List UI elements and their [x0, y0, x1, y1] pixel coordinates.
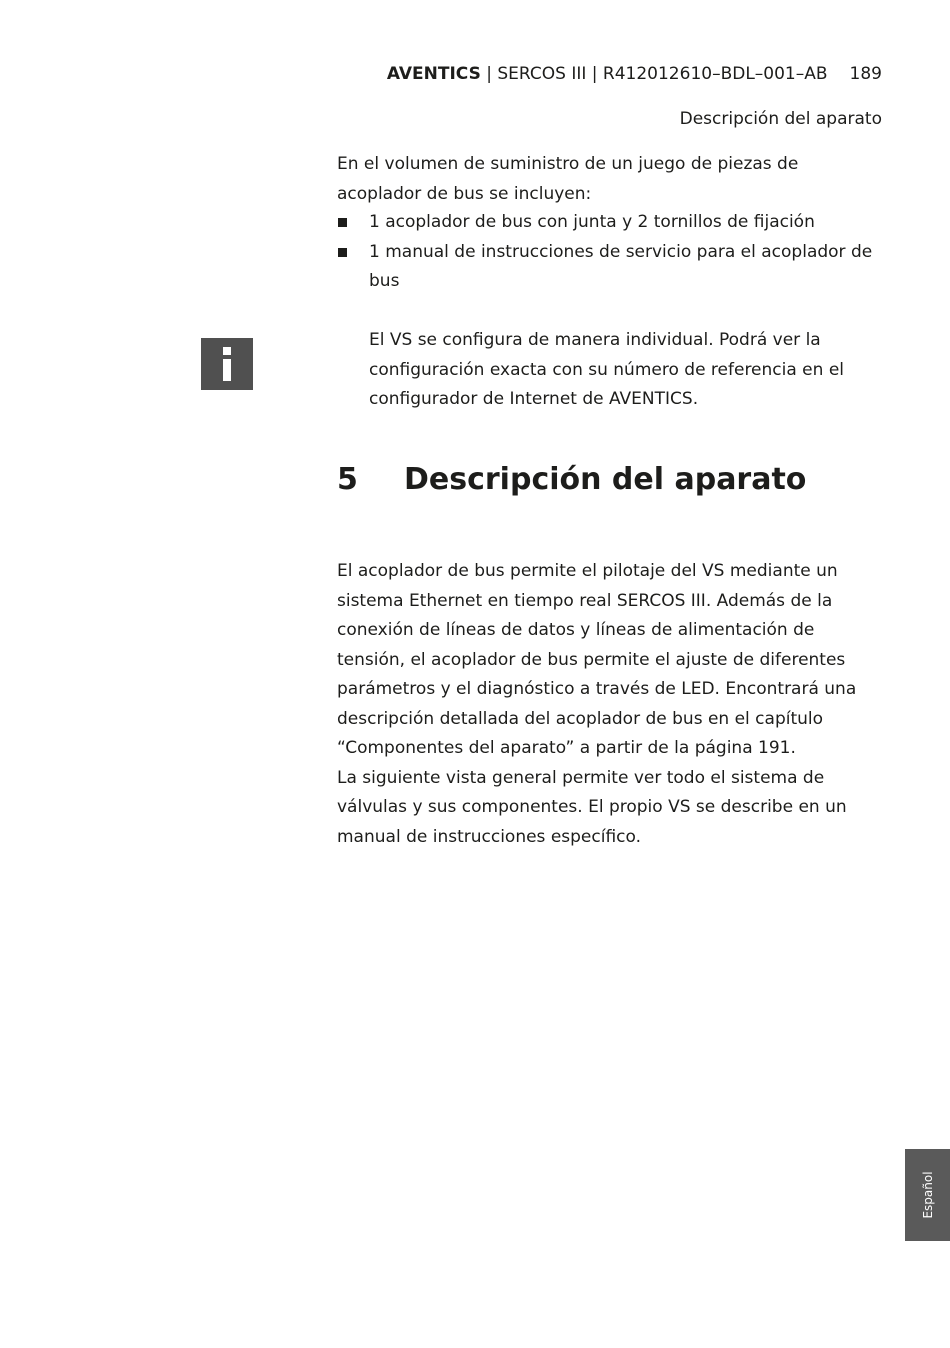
square-bullet-icon: [338, 218, 347, 227]
brand-name: AVENTICS: [386, 64, 481, 84]
square-bullet-icon: [338, 248, 347, 257]
info-icon: [201, 338, 253, 390]
list-item-text: 1 manual de instrucciones de servicio para el acoplador de bus: [369, 241, 873, 291]
document-reference: | SERCOS III | R412012610–BDL–001–AB: [480, 64, 828, 84]
section-number: 5: [337, 462, 358, 497]
list-item: [337, 208, 885, 238]
intro-paragraph: En el volumen de suministro de un juego de piezas de acoplador de bus se incluyen:: [337, 154, 799, 204]
info-note-text: El VS se configura de manera individual. Podrá ver la configuración exacta con su número de referencia en el configurador de Internet de AVENTICS.: [369, 330, 845, 409]
section-title: Descripción del aparato: [404, 462, 807, 497]
running-header: [387, 62, 882, 86]
body-paragraph: El acoplador de bus permite el pilotaje del VS mediante un sistema Ethernet en tiempo real SERCOS III. Además de la conexión de líneas de datos y líneas de alimentación de tensión, el acoplador de bus permite el ajuste de diferentes parámetros y el diagnóstico a través de LED. Encontrará una descripción detallada del acoplador de bus en el capítulo “Componentes del aparato” a partir de la página 191.: [337, 561, 857, 758]
delivery-contents-list: [337, 208, 885, 297]
section-body: [337, 557, 885, 852]
page-number: 189: [849, 64, 882, 84]
body-paragraph: La siguiente vista general permite ver todo el sistema de válvulas y sus componentes. El propio VS se describe en un manual de instrucciones específico.: [337, 767, 847, 847]
list-item: [337, 238, 885, 297]
section-heading: [337, 460, 806, 500]
language-tab-label: Español: [920, 1171, 935, 1219]
language-tab: [905, 1149, 950, 1241]
running-section-title: Descripción del aparato: [679, 109, 882, 129]
list-item-text: 1 acoplador de bus con junta y 2 tornillos de fijación: [369, 212, 815, 232]
